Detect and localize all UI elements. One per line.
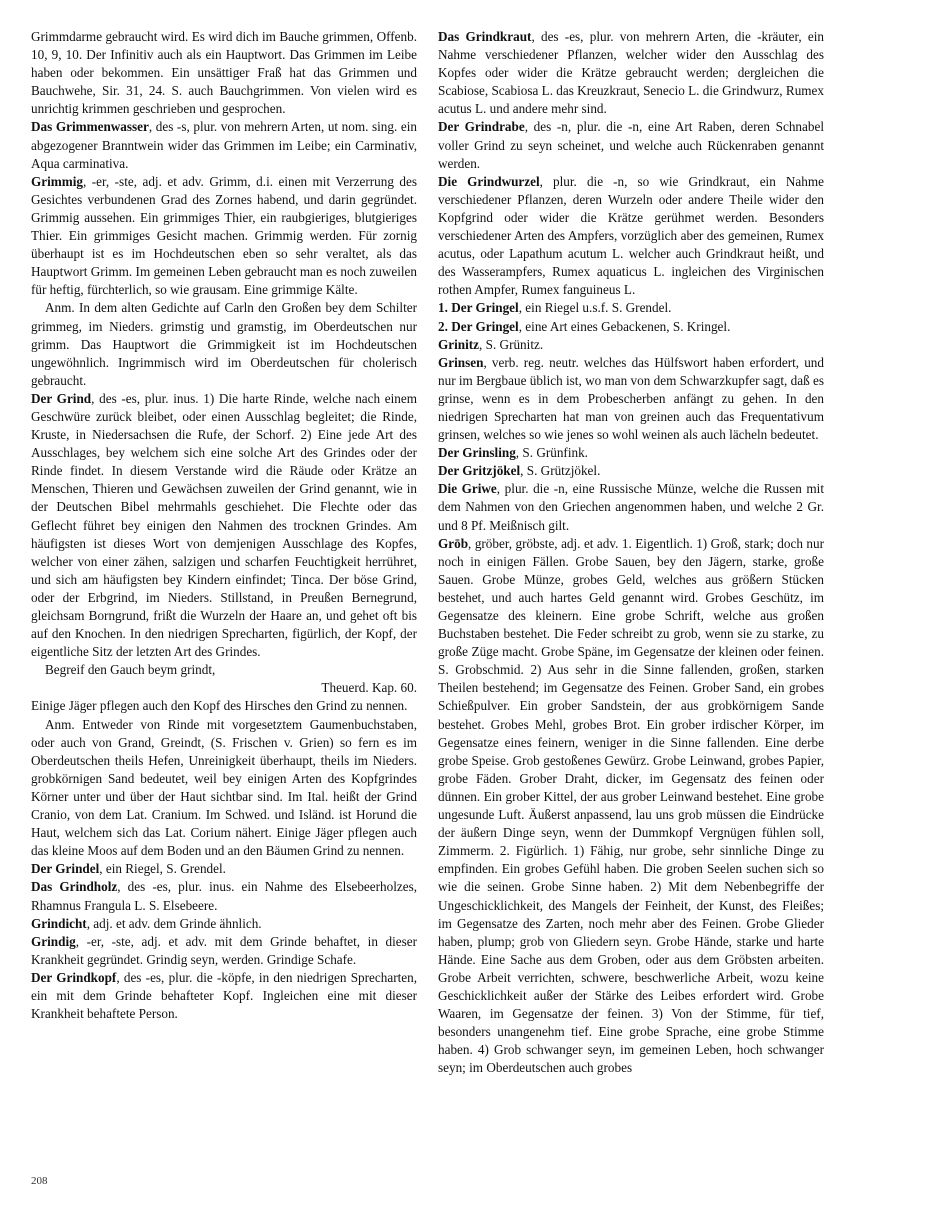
entry-headword: Das Grindkraut — [438, 29, 532, 44]
entry: Grindicht, adj. et adv. dem Grinde ähnlich. — [31, 915, 262, 931]
entry-headword: Der Gritzjökel — [438, 463, 521, 479]
entry: Das Grindholz, des -es, plur. inus. ein Nahme des Elsebeerholzes, Rhamnus Frangula L. S. Elsebeere. — [31, 879, 418, 913]
entry: Grindig, -er, -ste, adj. et adv. mit dem Grinde behaftet, in dieser Krankheit gegründet. Grindig seyn, werden. Grindige Schafe. — [31, 933, 417, 967]
entry: Grimmdarme gebraucht wird. Es wird dich im Bauche grimmen, Offenb. 10, 9, 10. Der Infinitiv auch als ein Hauptwort. Das Grimmen im Leibe haben oder bekommen. Ein unsättiger Fraß hat das Grimmen und Bauchwehe, Sir. 31, 24. S. auch Bauchgrimmen. Von vielen wird es unrichtig krimmen geschrieben und gesprochen. — [31, 29, 417, 117]
entry-headword: Grindicht — [31, 915, 87, 931]
entry-headword: Grindig — [31, 933, 76, 949]
entry: Grimmig, -er, -ste, adj. et adv. Grimm, d.i. einen mit Verzerrung des Gesichtes verbundenen Grad des Zornes habend, und darin gegründet. Grimmig aussehen. Ein grimmiges Thier, ein raubgieriges, blutgieriges Thier. Ein grimmiges Gesicht machen. Grimmig werden. Für zornig überhaupt ist es im Hochdeutschen eben so sehr veraltet, als das Hauptwort Grimm. Im gemeinen Leben gebraucht man es noch zuweilen für heftig, fürchterlich, so wie grausam. Eine grimmige Kälte. — [31, 173, 417, 298]
annotation: Anm. Entweder von Rinde mit vorgesetztem Gaumenbuchstaben, oder auch von Grand, Greindt, (S. Frischen v. Grien) so fern es im Oberdeutschen theils Hefen, Unreinigkeit überhaupt, theils im Nieders. grobkörnigen Sand bedeutet, weil bey einigen Arten des Kopfgrindes Körner unter und über der Haut sichtbar sind. Im Ital. heißt der Grind Cranio, von dem Lat. Cranium. Im Schwed. und Isländ. ist Horund die Haut, welchem sich das Lat. Corium nähert. Einige Jäger pflegen auch das kleine Moos auf dem Boden und an den Bäumen Grind zu nennen. — [31, 716, 417, 859]
entry-headword: Der Grindrabe — [438, 119, 525, 135]
entry-headword: 2. Der Gringel — [438, 318, 519, 334]
entry-headword: Die Griwe — [438, 481, 497, 497]
entry: Der Grindel, ein Riegel, S. Grendel. — [31, 861, 226, 877]
entry: Grinitz, S. Grünitz. — [438, 336, 544, 352]
page-number: 208 — [31, 1175, 48, 1187]
entry-headword: Grinitz — [438, 336, 480, 352]
entry: Das Grindkraut, des -es, plur. von mehrern Arten, die -kräuter, ein Nahme verschiedener Pflanzen, welcher wider den Ausschlag des Kopfes oder wider die Krätze gebraucht werden; dergleichen die Scabiose, Scabiosa L. das Kreuzkraut, Senecio L. die Grindwurz, Rumex acutus L. und andere mehr sind. — [438, 29, 824, 117]
entry: Der Grindkopf, des -es, plur. die -köpfe, in den niedrigen Sprecharten, ein mit dem Grinde behafteter Kopf. Ingleichen eine mit dieser Krankheit behaftete Person. — [31, 969, 417, 1022]
citation: Theuerd. Kap. 60. — [321, 680, 417, 696]
entry-headword: Grinsen — [438, 354, 484, 370]
entry: Die Griwe, plur. die -n, eine Russische Münze, welche die Russen mit dem Nahmen von den Griechen angenommen haben, und welche 2 Gr. und 8 Pf. Meißnisch gilt. — [438, 481, 824, 533]
entry-headword: Grimmig — [31, 173, 84, 189]
entry-headword: Der Grinsling — [438, 445, 516, 461]
entry: Die Grindwurzel, plur. die -n, so wie Grindkraut, ein Nahme verschiedener Pflanzen, deren Wurzeln oder andere Theile wider den Kopfgrind oder wider die Krätze gerühmet werden. Besonders verschiedener Arten des Ampfers, vorzüglich aber des gemeinen, Rumex acutus, oder Lapathum acutum L. welcher auch Grindkraut heißt, und des Wasserampfers, Rumex aquaticus L. ingleichen des Virginischen rothen Ampfer, Rumex fanguineus L. — [438, 173, 824, 298]
entry: Der Grinsling, S. Grünfink. — [438, 445, 588, 461]
entry-headword: Der Grindkopf — [31, 969, 117, 985]
entry: Grinsen, verb. reg. neutr. welches das Hülfswort haben erfordert, und nur im Bergbaue üblich ist, wo man von dem Schwarzkupfer sagt, daß es grinse, wenn es in dem Probescherben anfängt zu gehen. In den niedrigen Sprecharten hat man von greinen auch das Frequentativum grinsen, welches so wie jenes so wohl weinen als auch lächeln bedeutet. — [438, 354, 824, 443]
entry: 1. Der Gringel, ein Riegel u.s.f. S. Grendel. — [438, 300, 672, 316]
entry-headword: 1. Der Gringel — [438, 300, 519, 316]
entry: Der Gritzjökel, S. Grützjökel. — [438, 463, 601, 479]
entry-headword: Die Grindwurzel — [438, 173, 540, 189]
entry: Der Grind, des -es, plur. inus. 1) Die harte Rinde, welche nach einem Geschwüre zurück bleibet, oder einen Ausschlag begleitet; die Rinde, Kruste, in Niedersachsen die Rufe, der Schorf. 2) Eine jede Art des Ausschlages, bey welchem sich eine solche Art des Grindes oder der Rinde findet. In diesem Verstande wird die Räude oder Krätze an Menschen, Thieren und Gewächsen zuweilen der Grind genannt, wie in der Deutschen Bibel mehrmahls geschiehet. Die Flechte oder das Geflecht führet bey einigen den Nahmen des trocknen Grindes. Am häufigsten ist dieses Wort von demjenigen Ausschlage des Kopfes, welcher von einer zähen, salzigen und scharfen Feuchtigkeit herrühret, und sich am häufigsten bey Kindern einfindet; Tinca. Der böse Grind, oder der Erbgrind, im Nieders. Stillstand, in Preußen Bernegrund, gleichsam Borngrund, frißt die Wurzeln der Haare an, und gehet oft bis auf den Knochen. In den niedrigen Sprecharten, figürlich, der Kopf, der eigentliche Sitz der letzten Art des Grindes. — [31, 390, 418, 660]
entry: Der Grindrabe, des -n, plur. die -n, eine Art Raben, deren Schnabel voller Grind zu seyn scheinet, und welche auch Rückenraben genannt werden. — [438, 119, 824, 171]
entry-headword: Das Grimmenwasser — [31, 119, 149, 135]
entry-headword: Der Grind — [31, 390, 92, 406]
entry-headword: Grōb — [438, 535, 469, 551]
entry: 2. Der Gringel, eine Art eines Gebackenen, S. Kringel. — [438, 318, 731, 334]
entry-continuation: Einige Jäger pflegen auch den Kopf des Hirsches den Grind zu nennen. — [31, 698, 408, 714]
entry: Das Grimmenwasser, des -s, plur. von mehrern Arten, ut nom. sing. ein abgezogener Branntwein wider das Grimmen im Leibe; ein Carminativ, Aqua carminativa. — [31, 119, 417, 171]
entry-headword: Der Grindel — [31, 861, 100, 877]
left-column — [31, 28, 417, 1023]
annotation: Anm. In dem alten Gedichte auf Carln den Großen bey dem Schilter grimmeg, im Nieders. grimstig und gramstig, im Oberdeutschen nur grimm. Das Hauptwort die Grimmigkeit ist im Hochdeutschen ungewöhnlich. Ingrimmisch wird im Oberdeutschen für cholerisch gebraucht. — [31, 300, 417, 388]
entry: Grōb, gröber, gröbste, adj. et adv. 1. Eigentlich. 1) Groß, stark; doch nur noch in einigen Fällen. Grobe Sauen, bey den Jägern, starke, große Sauen. Grobe Münze, grobes Geld, welches aus größern Stücken bestehet, und auch hartes Geld genannt wird. Grobes Geschütz, im Gegensatze des kleinern. Eine grobe Schrift, welche aus großen Buchstaben bestehet. Die Feder schreibt zu grob, wenn sie zu starke, zu große Züge macht. Grobe Späne, im Gegensatze der kleinen oder feinen. S. Grobschmid. 2) Aus sehr in die Sinne fallenden, großen, starken Theilen bestehend; im Gegensatze des Feinen. Grober Sand, ein grobes Schießpulver. Ein grober Sandstein, der aus grobkörnigem Sande bestehet. Grobes Mehl, grobes Brot. Ein grober irdischer Körper, im Gegensatze eines feinern, weniger in die Sinne fallenden. Eine derbe grobe Speise. Grob gestoßenes Gewürz. Grobe Leinwand, grobes Papier, grobe Fäden. Grober Draht, dicker, im Gegensatz des feinen oder dünnen. Ein grober Kittel, der aus grober Leinwand bestehet. Eine grobe ungesunde Luft. Äußerst anpassend, lau uns grob müssen die Eindrücke der äußern Dinge seyn, wenn der Dummkopf Vergnügen fühlen soll, Zimmerm. 2. Figürlich. 1) Fähig, nur grobe, sehr sinnliche Dinge zu empfinden. Ein grobes Gefühl haben. Die groben Seelen suchen sich so wie die seinen. Grobe Sinne haben. 2) Mit dem Nebenbegriffe der Ungeschicklichkeit, des Mangels der Feinheit, der Kunst, des Fleißes; im Gegensatze des Zarten, noch mehr aber des Feinen. Grobe Glieder haben, plump; grob von Gliedern seyn. Grobe Hände, starke und harte Hände. Eine Sache aus dem Groben, oder aus dem Gröbsten arbeiten. Grobe Arbeit verrichten, schwere, beschwerliche Arbeit, wozu keine Geschicklichkeit außer der Stärke des Leibes erfordert wird. Grobe Waaren, im Gegensatze der feinen. 3) Von der Stimme, für tief, besonders unangenehm tief. Eine grobe Sprache, eine grobe Stimme haben. 4) Grob schwanger seyn, im gemeinen Leben, hoch schwanger seyn; im Oberdeutschen auch grobes — [438, 535, 824, 1076]
entry-headword: Das Grindholz — [31, 879, 118, 895]
right-column — [438, 28, 824, 1077]
verse-quote: Begreif den Gauch beym grindt, — [45, 662, 216, 678]
